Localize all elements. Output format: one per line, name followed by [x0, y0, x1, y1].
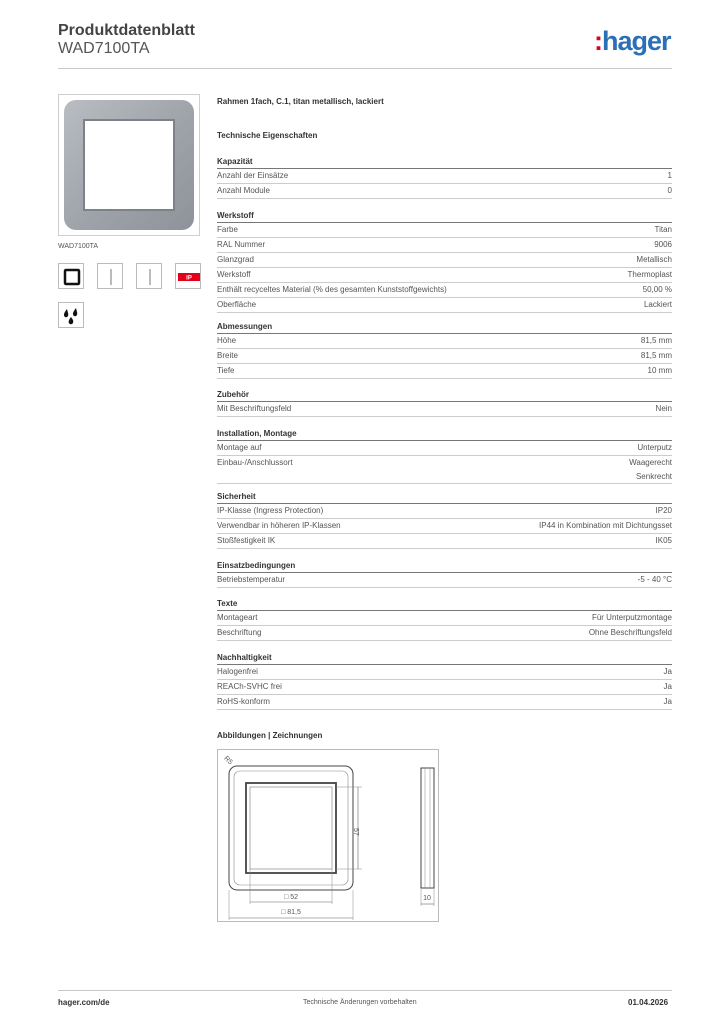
- spec-row: [217, 695, 672, 710]
- spec-row: [217, 283, 672, 298]
- spec-label: Anzahl Module: [217, 186, 270, 195]
- spec-row: [217, 441, 672, 456]
- spec-section: [217, 559, 672, 588]
- spec-row: [217, 626, 672, 641]
- drawing-title: Abbildungen | Zeichnungen: [217, 731, 323, 740]
- spec-value: [654, 238, 672, 252]
- spec-section-title: Kapazität: [217, 155, 672, 169]
- spec-value-line: Titan: [654, 225, 672, 234]
- spec-row: [217, 349, 672, 364]
- spec-label: Betriebstemperatur: [217, 575, 286, 584]
- spec-value-line: 10 mm: [647, 366, 672, 375]
- spec-row: [217, 519, 672, 534]
- spec-value-line: IP44 in Kombination mit Dichtungsset: [539, 521, 672, 530]
- technical-drawing: [217, 749, 439, 922]
- spec-row: [217, 665, 672, 680]
- spec-label: Mit Beschriftungsfeld: [217, 404, 292, 413]
- spec-label: Halogenfrei: [217, 667, 258, 676]
- spec-section-title: Werkstoff: [217, 209, 672, 223]
- spec-row: [217, 253, 672, 268]
- spec-value-line: Ja: [663, 667, 672, 676]
- spec-value: [592, 611, 672, 625]
- spec-label: Tiefe: [217, 366, 235, 375]
- footer-disclaimer: Technische Änderungen vorbehalten: [303, 999, 417, 1006]
- spec-section-title: Sicherheit: [217, 490, 672, 504]
- spec-label: IP-Klasse (Ingress Protection): [217, 506, 324, 515]
- spec-value: [668, 184, 672, 198]
- spec-label: Oberfläche: [217, 300, 257, 309]
- spec-section: [217, 155, 672, 199]
- horizontal-mount-icon: [136, 263, 162, 289]
- spec-value-line: Ohne Beschriftungsfeld: [588, 628, 672, 637]
- spec-label: Stoßfestigkeit IK: [217, 536, 276, 545]
- header-divider: [58, 68, 672, 69]
- hager-logo[interactable]: :hager: [594, 26, 671, 56]
- spec-value-line: Metallisch: [636, 255, 672, 264]
- spec-label: Verwendbar in höheren IP-Klassen: [217, 521, 341, 530]
- spec-label: Anzahl der Einsätze: [217, 171, 289, 180]
- spec-value: [664, 680, 672, 694]
- spec-label: REACh-SVHC frei: [217, 682, 282, 691]
- product-image: [58, 94, 200, 236]
- spec-label: Enthält recyceltes Material (% des gesamten Kunststoffgewichts): [217, 285, 447, 294]
- single-frame-icon: [58, 263, 84, 289]
- spec-value-line: Nein: [655, 404, 672, 413]
- spec-section-title: Nachhaltigkeit: [217, 651, 672, 665]
- spec-value-line: 81,5 mm: [640, 336, 672, 345]
- spec-row: [217, 223, 672, 238]
- dim-depth: 10: [423, 895, 431, 902]
- spec-label: Breite: [217, 351, 238, 360]
- spec-row: [217, 298, 672, 313]
- footer-date: 01.04.2026: [628, 998, 669, 1007]
- spec-value: [668, 169, 672, 183]
- dim-outer-width: □ 81,5: [281, 909, 301, 916]
- spec-section-title: Abmessungen: [217, 320, 672, 334]
- tech-heading: Technische Eigenschaften: [217, 131, 318, 140]
- vertical-mount-icon: [97, 263, 123, 289]
- spec-label: Einbau-/Anschlussort: [217, 458, 293, 467]
- spec-value: [656, 402, 672, 416]
- spec-value: [664, 695, 672, 709]
- ip-badge-text: IP: [186, 275, 192, 282]
- spec-value: [629, 456, 672, 483]
- water-drops-icon: [58, 302, 84, 328]
- spec-row: [217, 334, 672, 349]
- product-title: Rahmen 1fach, C.1, titan metallisch, lackiert: [217, 97, 384, 106]
- spec-section: [217, 651, 672, 710]
- spec-row: [217, 680, 672, 695]
- spec-value: [656, 534, 672, 548]
- image-caption: WAD7100TA: [58, 243, 99, 250]
- spec-value-line: Ja: [663, 697, 672, 706]
- dim-radius: R5: [222, 755, 234, 767]
- header-subtitle: WAD7100TA: [58, 40, 150, 57]
- spec-section: [217, 597, 672, 641]
- spec-row: [217, 402, 672, 417]
- spec-section: [217, 490, 672, 549]
- spec-section-title: Texte: [217, 597, 672, 611]
- spec-section: [217, 209, 672, 313]
- spec-value-line: 1: [667, 171, 672, 180]
- spec-value-line: 0: [667, 186, 672, 195]
- spec-label: Farbe: [217, 225, 238, 234]
- spec-value: [643, 283, 672, 297]
- spec-value-line: 9006: [654, 240, 672, 249]
- ip-badge-icon: [175, 263, 201, 289]
- spec-value-line: Lackiert: [643, 300, 672, 309]
- spec-value: [628, 268, 672, 282]
- spec-row: [217, 184, 672, 199]
- spec-row: [217, 169, 672, 184]
- spec-value-line: Für Unterputzmontage: [591, 613, 672, 622]
- spec-value-line: IP20: [655, 506, 672, 515]
- spec-row: [217, 364, 672, 379]
- spec-row: [217, 504, 672, 519]
- spec-row: [217, 456, 672, 484]
- spec-section-title: Zubehör: [217, 388, 672, 402]
- spec-label: Montageart: [217, 613, 258, 622]
- spec-value-line: IK05: [655, 536, 672, 545]
- spec-value-line: Senkrecht: [635, 471, 672, 481]
- spec-section-title: Installation, Montage: [217, 427, 672, 441]
- footer-website-link[interactable]: hager.com/de: [58, 998, 110, 1007]
- spec-value: [589, 626, 672, 640]
- spec-value-line: Ja: [663, 682, 672, 691]
- spec-value-line: -5 - 40 °C: [637, 575, 672, 584]
- frame-inner: [83, 119, 175, 211]
- spec-section-title: Einsatzbedingungen: [217, 559, 672, 573]
- spec-value-line: Unterputz: [637, 443, 672, 452]
- spec-row: [217, 238, 672, 253]
- spec-value: [637, 441, 672, 455]
- spec-label: RoHS-konform: [217, 697, 270, 706]
- footer-divider: [58, 990, 672, 991]
- spec-value: [656, 504, 672, 518]
- frame-outer: [64, 100, 194, 230]
- spec-value: [641, 334, 672, 348]
- spec-label: Montage auf: [217, 443, 262, 452]
- dim-inner-height: 57: [352, 828, 359, 836]
- spec-label: Höhe: [217, 336, 237, 345]
- spec-value: [539, 519, 672, 533]
- spec-row: [217, 534, 672, 549]
- spec-value-line: Waagerecht: [629, 458, 672, 467]
- spec-label: Werkstoff: [217, 270, 251, 279]
- spec-row: [217, 573, 672, 588]
- spec-label: RAL Nummer: [217, 240, 266, 249]
- spec-row: [217, 268, 672, 283]
- dim-inner-width: □ 52: [284, 894, 298, 901]
- spec-label: Glanzgrad: [217, 255, 254, 264]
- header-title: Produktdatenblatt: [58, 22, 195, 39]
- spec-value: [636, 253, 672, 267]
- spec-value: [638, 573, 672, 587]
- spec-value: [655, 223, 673, 237]
- spec-value: [664, 665, 672, 679]
- spec-value: [641, 349, 672, 363]
- spec-value: [648, 364, 672, 378]
- spec-value-line: 50,00 %: [642, 285, 672, 294]
- spec-value-line: 81,5 mm: [640, 351, 672, 360]
- spec-value: [644, 298, 672, 312]
- spec-section: [217, 388, 672, 417]
- spec-section: [217, 427, 672, 484]
- spec-section: [217, 320, 672, 379]
- spec-label: Beschriftung: [217, 628, 262, 637]
- spec-value-line: Thermoplast: [627, 270, 672, 279]
- spec-row: [217, 611, 672, 626]
